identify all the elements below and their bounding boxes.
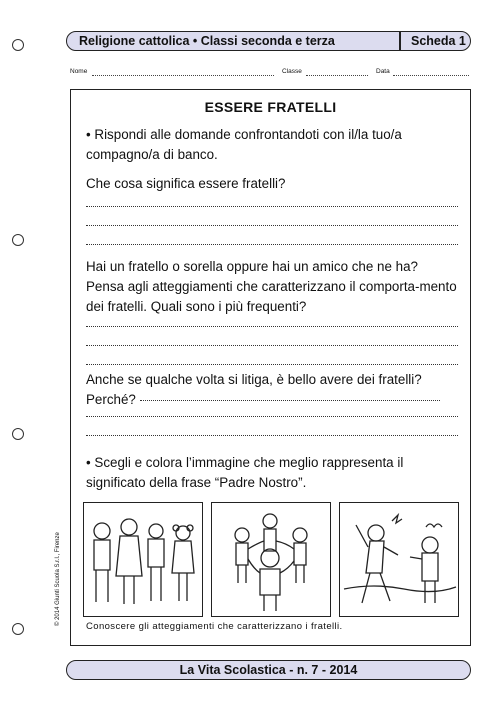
name-label: Nome: [70, 68, 88, 75]
answer-line[interactable]: [86, 225, 458, 226]
question-1: Che cosa significa essere fratelli?: [86, 176, 286, 191]
answer-line[interactable]: [86, 206, 458, 207]
header-banner: [66, 31, 471, 51]
question-3: Anche se qualche volta si litiga, è bello avere dei fratelli?: [86, 372, 422, 387]
answer-line[interactable]: [86, 345, 458, 346]
binder-hole: [12, 234, 24, 246]
children-illustration: [84, 503, 201, 615]
bottom-banner: La Vita Scolastica - n. 7 - 2014: [66, 660, 471, 680]
header-divider: [399, 32, 401, 50]
instruction-1: • Rispondi alle domande confrontandoti con il/la tuo/a compagno/a di banco.: [86, 127, 402, 162]
worksheet-title: ESSERE FRATELLI: [204, 99, 337, 115]
question-2: Hai un fratello o sorella oppure hai un amico che ne ha? Pensa agli atteggiamenti che caratterizzano il comporta-mento dei fratelli. Quali sono i più frequenti?: [86, 259, 457, 314]
date-line[interactable]: [393, 75, 469, 76]
date-label: Data: [376, 68, 390, 75]
answer-line[interactable]: [86, 364, 458, 365]
binder-hole: [12, 39, 24, 51]
header-title: Religione cattolica • Classi seconda e terza: [79, 34, 335, 48]
class-line[interactable]: [306, 75, 368, 76]
answer-line[interactable]: [86, 326, 458, 327]
answer-line[interactable]: [86, 244, 458, 245]
circle-dance-illustration: [212, 503, 329, 615]
arguing-illustration: [340, 503, 457, 615]
binder-hole: [12, 428, 24, 440]
answer-line[interactable]: [140, 399, 440, 401]
picture-children-group[interactable]: [83, 502, 203, 617]
sheet-label: Scheda 1: [411, 34, 466, 48]
picture-children-arguing[interactable]: [339, 502, 459, 617]
binder-hole: [12, 623, 24, 635]
learning-objective: Conoscere gli atteggiamenti che caratterizzano i fratelli.: [86, 621, 343, 632]
worksheet-frame: [70, 89, 471, 646]
copyright-note: © 2014 Giunti Scuola S.r.l., Firenze: [55, 532, 61, 626]
picture-children-circle[interactable]: [211, 502, 331, 617]
answer-line[interactable]: [86, 416, 458, 417]
class-label: Classe: [282, 68, 302, 75]
name-line[interactable]: [92, 75, 274, 76]
instruction-2: • Scegli e colora l’immagine che meglio rappresenta il significato della frase “Padre Nostro”.: [86, 455, 404, 490]
answer-line[interactable]: [86, 435, 458, 436]
student-fields: [70, 68, 470, 80]
question-3-why-label: Perché?: [86, 392, 136, 407]
question-3-why: [86, 390, 458, 410]
